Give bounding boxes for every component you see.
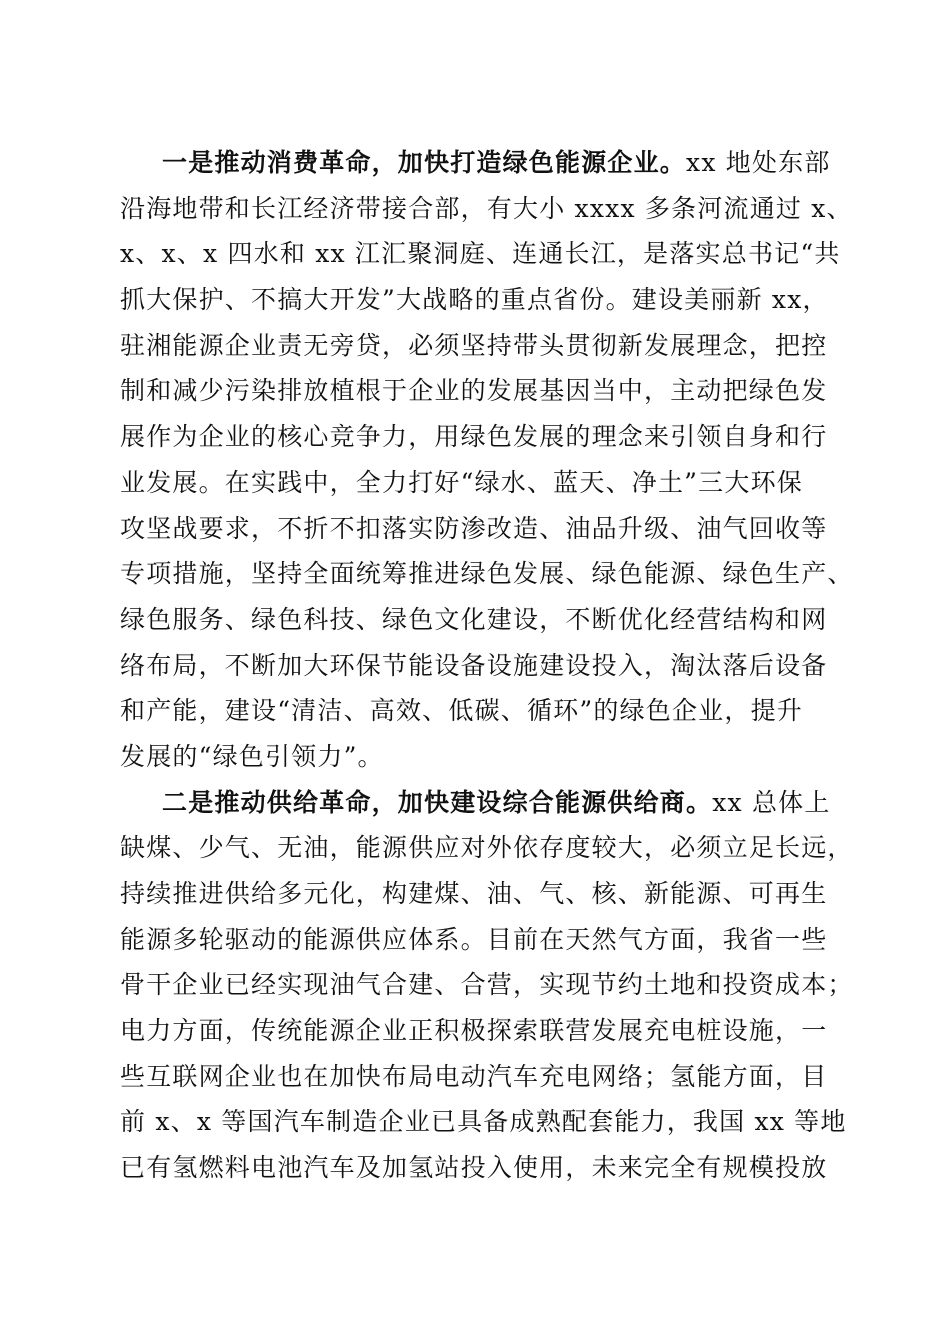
text-line: 骨干企业已经实现油气合建、合营，实现节约土地和投资成本；	[120, 970, 854, 1000]
text-line: 抓大保护、不搞大开发”大战略的重点省份。建设美丽新 xx，	[120, 285, 829, 315]
text-line: 制和减少污染排放植根于企业的发展基因当中，主动把绿色发	[120, 376, 828, 406]
paragraph-2-first-line-rest: xx 总体上	[712, 787, 831, 817]
text-line: 展作为企业的核心竞争力，用绿色发展的理念来引领自身和行	[120, 422, 828, 452]
paragraph-1-first-line	[120, 140, 840, 186]
text-line: 沿海地带和长江经济带接合部，有大小 xxxx 多条河流通过 x、	[120, 193, 853, 223]
text-line: 已有氢燃料电池汽车及加氢站投入使用，未来完全有规模投放	[120, 1153, 828, 1183]
document-body	[120, 140, 854, 1191]
text-line: 电力方面，传统能源企业正积极探索联营发展充电桩设施，一	[120, 1016, 828, 1046]
paragraph-1-lead: 一是推动消费革命，加快打造绿色能源企业。	[162, 148, 687, 177]
text-line: 业发展。在实践中，全力打好“绿水、蓝天、净土”三大环保	[120, 467, 803, 497]
text-line: 绿色服务、绿色科技、绿色文化建设，不断优化经营结构和网	[120, 604, 828, 634]
text-line: 络布局，不断加大环保节能设备设施建设投入，淘汰落后设备	[120, 650, 828, 680]
text-line: 些互联网企业也在加快布局电动汽车充电网络；氢能方面，目	[120, 1061, 828, 1091]
paragraph-1-first-line-rest: xx 地处东部	[686, 148, 831, 177]
text-line: 攻坚战要求，不折不扣落实防渗改造、油品升级、油气回收等	[120, 513, 828, 543]
text-line: 和产能，建设“清洁、高效、低碳、循环”的绿色企业，提升	[120, 696, 803, 726]
text-line: 发展的“绿色引领力”。	[120, 741, 384, 771]
text-line: 驻湘能源企业责无旁贷，必须坚持带头贯彻新发展理念，把控	[120, 330, 828, 360]
paragraph-2-lead: 二是推动供给革命，加快建设综合能源供给商。	[162, 787, 713, 817]
text-line: 前 x、x 等国汽车制造企业已具备成熟配套能力，我国 xx 等地	[120, 1107, 847, 1137]
text-line: 持续推进供给多元化，构建煤、油、气、核、新能源、可再生	[120, 879, 828, 908]
text-line: x、x、x 四水和 xx 江汇聚洞庭、连通长江，是落实总书记“共	[120, 239, 841, 269]
text-line: 能源多轮驱动的能源供应体系。目前在天然气方面，我省一些	[120, 924, 828, 954]
paragraph-2-first-line	[120, 780, 840, 826]
text-line: 专项措施，坚持全面统筹推进绿色发展、绿色能源、绿色生产、	[120, 559, 854, 589]
text-line: 缺煤、少气、无油，能源供应对外依存度较大，必须立足长远，	[120, 833, 854, 863]
